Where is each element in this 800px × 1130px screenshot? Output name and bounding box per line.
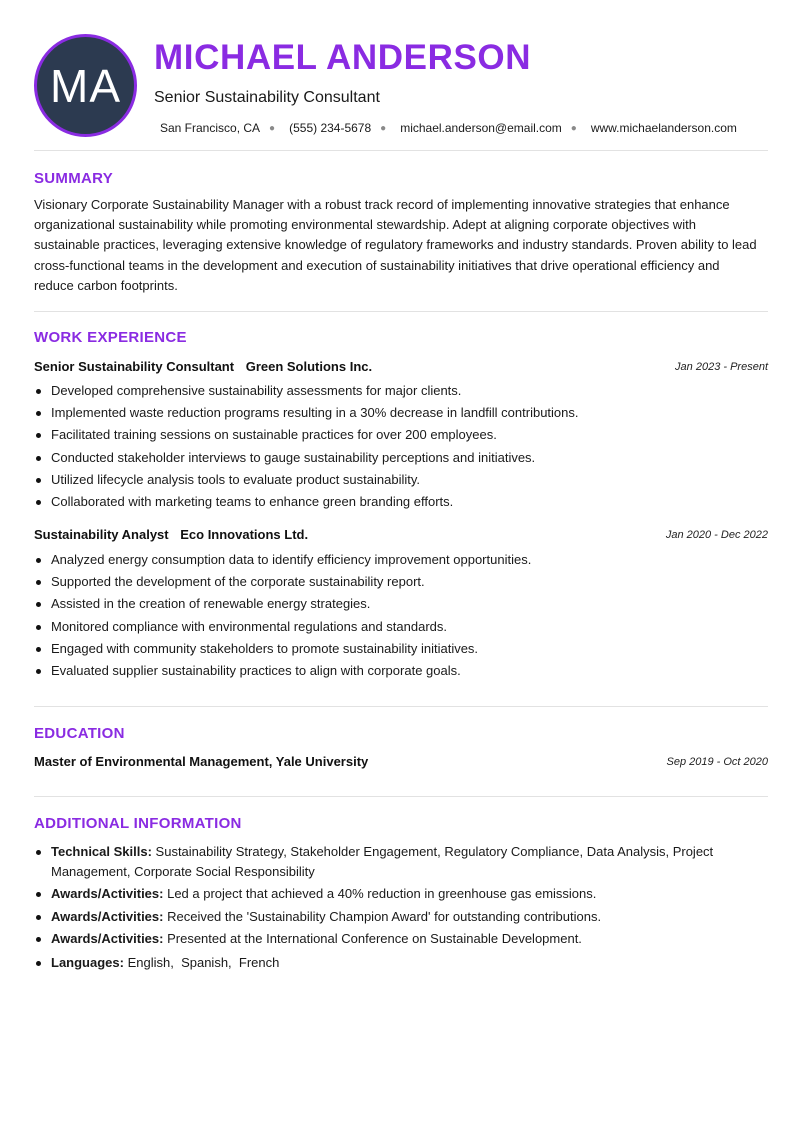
job-company: Green Solutions Inc. (245, 359, 373, 374)
job-header (34, 359, 768, 374)
section-divider (34, 150, 768, 151)
job-date: Jan 2023 - Present (675, 361, 768, 373)
education-entry (34, 754, 768, 769)
list-item (34, 953, 734, 973)
additional-heading: ADDITIONAL INFORMATION (34, 815, 242, 832)
item-text: Received the 'Sustainability Champion Award' for outstanding contributions. (167, 908, 602, 924)
job-title: Sustainability Analyst (34, 527, 169, 542)
list-item (34, 929, 734, 949)
list-item: Facilitated training sessions on sustainable practices for over 200 employees. (34, 424, 768, 446)
item-text: English, Spanish, French (127, 954, 280, 970)
item-text: Sustainability Strategy, Stakeholder Engagement, Regulatory Compliance, Data Analysis, Project Management, Corporate Social Responsibility (51, 844, 714, 879)
avatar: MA (34, 34, 137, 137)
candidate-name: MICHAEL ANDERSON (154, 38, 532, 77)
education-date: Sep 2019 - Oct 2020 (666, 756, 768, 768)
job-title: Senior Sustainability Consultant (34, 359, 235, 374)
experience-heading: WORK EXPERIENCE (34, 329, 187, 346)
contact-website[interactable]: www.michaelanderson.com (590, 121, 737, 135)
candidate-role: Senior Sustainability Consultant (154, 89, 380, 106)
additional-list (34, 842, 734, 975)
list-item: Engaged with community stakeholders to promote sustainability initiatives. (34, 638, 768, 660)
separator-dot: ● (570, 122, 577, 134)
list-item (34, 884, 734, 904)
resume-header (34, 34, 768, 138)
job-company: Eco Innovations Ltd. (180, 527, 309, 542)
contact-location: San Francisco, CA (160, 121, 261, 135)
list-item: Monitored compliance with environmental regulations and standards. (34, 616, 768, 638)
separator-dot: ● (269, 122, 276, 134)
contact-phone: (555) 234-5678 (289, 121, 372, 135)
item-label: Languages: (51, 954, 124, 970)
job-bullets (34, 549, 768, 682)
item-label: Awards/Activities: (51, 931, 164, 946)
list-item: Collaborated with marketing teams to enhance green branding efforts. (34, 491, 768, 513)
education-heading: EDUCATION (34, 725, 125, 742)
list-item: Utilized lifecycle analysis tools to evaluate product sustainability. (34, 469, 768, 491)
job-header (34, 527, 768, 542)
list-item: Implemented waste reduction programs resulting in a 30% decrease in landfill contributions. (34, 402, 768, 424)
list-item: Analyzed energy consumption data to identify efficiency improvement opportunities. (34, 549, 768, 571)
contact-email[interactable]: michael.anderson@email.com (400, 121, 562, 135)
item-text: Presented at the International Conference on Sustainable Development. (167, 931, 582, 946)
item-label: Technical Skills: (51, 844, 152, 859)
section-divider (34, 706, 768, 707)
education-degree: Master of Environmental Management, Yale University (34, 754, 369, 769)
item-label: Awards/Activities: (51, 908, 164, 924)
contact-info (160, 121, 737, 135)
list-item: Conducted stakeholder interviews to gauge sustainability perceptions and initiatives. (34, 447, 768, 469)
separator-dot: ● (380, 122, 387, 134)
section-divider (34, 311, 768, 312)
list-item (34, 842, 734, 881)
summary-text: Visionary Corporate Sustainability Manager with a robust track record of implementing innovative strategies that enhance organizational sustainability while promoting environmental stewardship. Adept at aligning corporate objectives with sustainable practices, leveraging extensive knowledge of regulatory frameworks and industry standards. Proven ability to lead cross-functional teams in the development and execution of sustainability initiatives that drive operational efficiency and reduce carbon footprints. (34, 197, 757, 293)
list-item: Supported the development of the corporate sustainability report. (34, 571, 768, 593)
list-item (34, 907, 734, 927)
list-item: Assisted in the creation of renewable energy strategies. (34, 593, 768, 615)
list-item: Evaluated supplier sustainability practices to align with corporate goals. (34, 660, 768, 682)
summary-heading: SUMMARY (34, 170, 114, 187)
item-label: Awards/Activities: (51, 886, 164, 901)
section-divider (34, 796, 768, 797)
list-item: Developed comprehensive sustainability assessments for major clients. (34, 380, 768, 402)
job-date: Jan 2020 - Dec 2022 (665, 529, 768, 541)
item-text: Led a project that achieved a 40% reduction in greenhouse gas emissions. (167, 886, 597, 901)
job-bullets (34, 380, 768, 513)
